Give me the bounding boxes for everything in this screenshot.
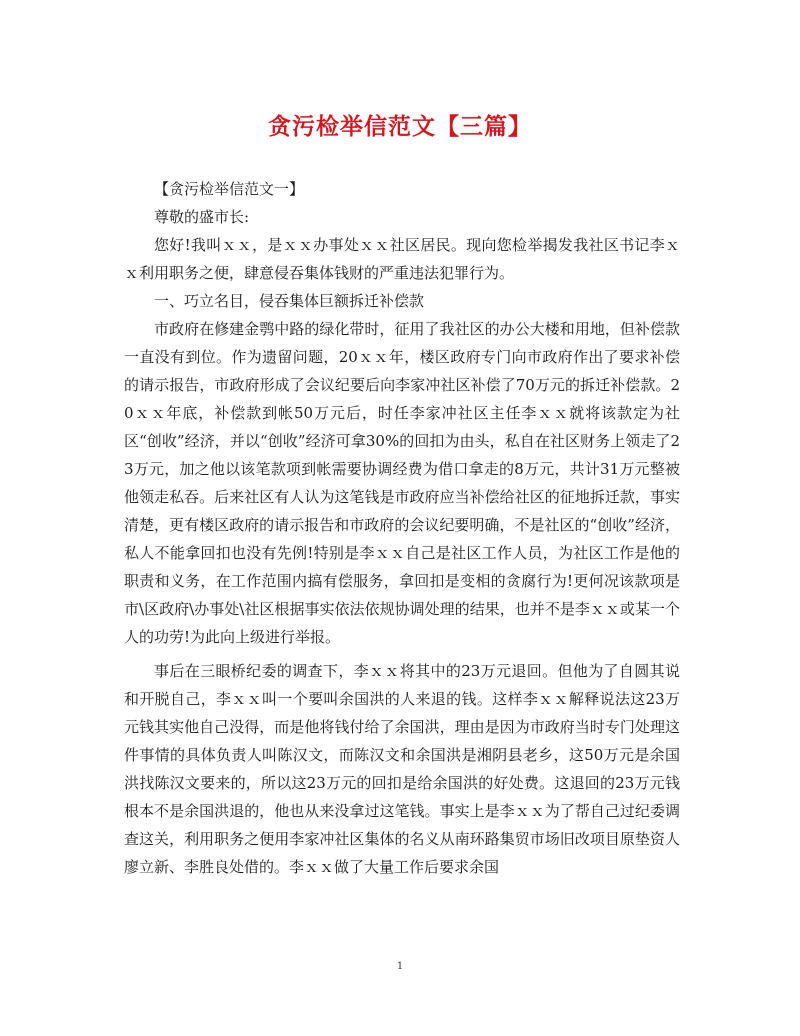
- body-paragraph: 您好!我叫ｘｘ，是ｘｘ办事处ｘｘ社区居民。现向您检举揭发我社区书记李ｘｘ利用职务之便，肆意侵吞集体钱财的严重违法犯罪行为。: [124, 236, 680, 282]
- body-paragraph: 事后在三眼桥纪委的调查下，李ｘｘ将其中的23万元退回。但他为了自圆其说和开脱自己，李ｘｘ叫一个要叫余国洪的人来退的钱。这样李ｘｘ解释说法这23万元钱其实他自己没得，而是他将钱付给了余国洪，理由是因为市政府当时专门处理这件事情的具体负责人叫陈汉文，而陈汉文和余国洪是湘阴县老乡，这50万元是余国洪找陈汉文要来的，所以这23万元的回扣是给余国洪的好处费。这退回的23万元钱根本不是余国洪退的，他也从来没拿过这笔钱。事实上是李ｘｘ为了帮自己过纪委调查这关，利用职务之便用李家冲社区集体的名义从南环路集贸市场旧改项目原垫资人廖立新、李胜良处借的。李ｘｘ做了大量工作后要求余国: [124, 662, 680, 876]
- subsection-heading: 一、巧立名目，侵吞集体巨额拆迁补偿款: [154, 292, 425, 310]
- body-paragraph: 市政府在修建金鹗中路的绿化带时，征用了我社区的办公大楼和用地，但补偿款一直没有到位。作为遗留问题，20ｘｘ年，楼区政府专门向市政府作出了要求补偿的请示报告，市政府形成了会议纪要后向李家冲社区补偿了70万元的拆迁补偿款。20ｘｘ年底，补偿款到帐50万元后，时任李家冲社区主任李ｘｘ就将该款定为社区“创收”经济，并以“创收”经济可拿30%的回扣为由头，私自在社区财务上领走了23万元，加之他以该笔款项到帐需要协调经费为借口拿走的8万元，共计31万元整被他领走私吞。后来社区有人认为这笔钱是市政府应当补偿给社区的征地拆迁款，事实清楚，更有楼区政府的请示报告和市政府的会议纪要明确，不是社区的“创收”经济，私人不能拿回扣也没有先例!特别是李ｘｘ自己是社区工作人员，为社区工作是他的职责和义务，在工作范围内搞有偿服务，拿回扣是变相的贪腐行为!更何况该款项是市\区政府\办事处\社区根据事实依法依规协调处理的结果，也并不是李ｘｘ或某一个人的功劳!为此向上级进行举报。: [124, 320, 680, 646]
- document-body: [124, 175, 680, 881]
- salutation: 尊敬的盛市长:: [154, 208, 250, 226]
- page-number: 1: [396, 961, 404, 972]
- section-heading: 【贪污检举信范文一】: [154, 180, 305, 198]
- document-title: 贪污检举信范文【三篇】: [268, 113, 532, 140]
